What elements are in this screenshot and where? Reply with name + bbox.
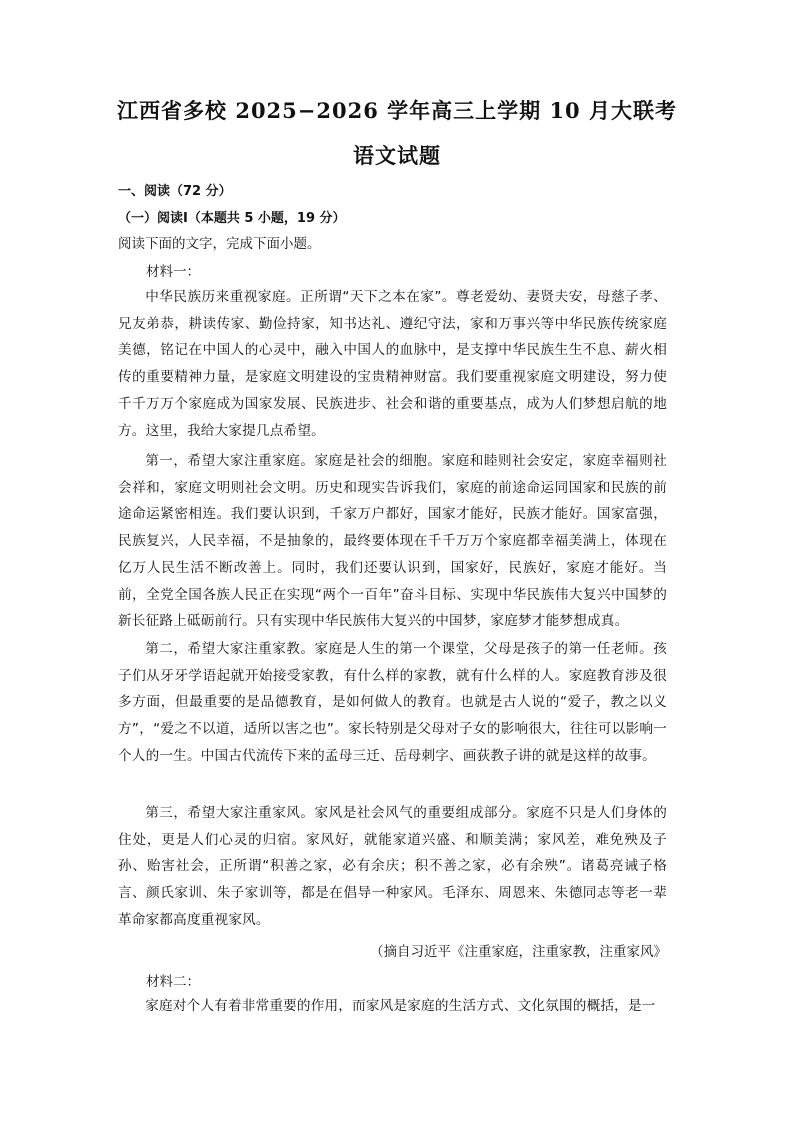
material-one-label: 材料一： <box>146 264 200 280</box>
document-title: 江西省多校 2025−2026 学年高三上学期 10 月大联考 <box>117 98 677 123</box>
document-subtitle: 语文试题 <box>353 143 441 168</box>
material-two-label: 材料二： <box>146 974 200 990</box>
paragraph: 第三，希望大家注重家风。家风是社会风气的重要组成部分。家庭不只是人们身体的住处，更是人们心灵的归宿。家风好，就能家道兴盛、和顺美满；家风差，难免殃及子孙、贻害社会，正所谓“积善之家，必有余庆；积不善之家，必有余殃”。诸葛亮诫子格言、颜氏家训、朱子家训等，都是在倡导一种家风。毛泽东、周恩来、朱德同志等老一辈革命家都高度重视家风。 <box>118 805 667 928</box>
paragraph: 第一，希望大家注重家庭。家庭是社会的细胞。家庭和睦则社会安定，家庭幸福则社会祥和，家庭文明则社会文明。历史和现实告诉我们，家庭的前途命运同国家和民族的前途命运紧密相连。我们要认识到，千家万户都好，国家才能好，民族才能好。国家富强，民族复兴，人民幸福，不是抽象的，最终要体现在千千万万个家庭都幸福美满上，体现在亿万人民生活不断改善上。同时，我们还要认识到，国家好，民族好，家庭才能好。当前，全党全国各族人民正在实现“两个一百年”奋斗目标、实现中华民族伟大复兴中国梦的新长征路上砥砺前行。只有实现中华民族伟大复兴的中国梦，家庭梦才能梦想成真。 <box>118 453 667 630</box>
paragraph: 家庭对个人有着非常重要的作用，而家风是家庭的生活方式、文化氛围的概括，是一 <box>145 998 656 1014</box>
source-citation: （摘自习近平《注重家庭，注重家教，注重家风》 <box>370 944 667 960</box>
subsection-heading: （一）阅读Ⅰ（本题共 5 小题，19 分） <box>118 211 346 226</box>
paragraph: 第二，希望大家注重家教。家庭是人生的第一个课堂，父母是孩子的第一任老师。孩子们从牙牙学语起就开始接受家教，有什么样的家教，就有什么样的人。家庭教育涉及很多方面，但最重要的是品德教育，是如何做人的教育。也就是古人说的“爱子，教之以义方”，“爱之不以道，适所以害之也”。家长特别是父母对子女的影响很大，往往可以影响一个人的一生。中国古代流传下来的孟母三迁、岳母刺字、画荻教子讲的就是这样的故事。 <box>118 641 667 764</box>
section-heading: 一、阅读（72 分） <box>118 184 232 199</box>
instruction-text: 阅读下面的文字，完成下面小题。 <box>118 236 321 252</box>
paragraph: 中华民族历来重视家庭。正所谓“天下之本在家”。尊老爱幼、妻贤夫安，母慈子孝、兄友弟恭，耕读传家、勤俭持家，知书达礼、遵纪守法，家和万事兴等中华民族传统家庭美德，铭记在中国人的心灵中，融入中国人的血脉中，是支撑中华民族生生不息、薪火相传的重要精神力量，是家庭文明建设的宝贵精神财富。我们要重视家庭文明建设，努力使千千万万个家庭成为国家发展、民族进步、社会和谐的重要基点，成为人们梦想启航的地方。这里，我给大家提几点希望。 <box>118 289 667 439</box>
